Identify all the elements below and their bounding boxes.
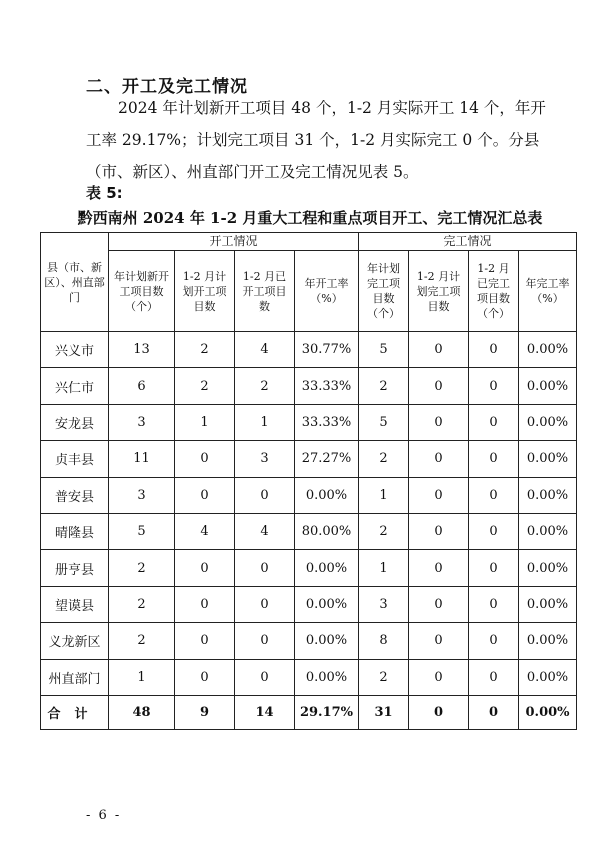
cell: 1 (359, 550, 409, 586)
cell: 0 (409, 513, 469, 549)
cell: 1 (175, 404, 235, 440)
cell: 0.00% (519, 477, 577, 513)
cell: 13 (109, 332, 175, 368)
cell: 0 (469, 550, 519, 586)
cell: 0.00% (295, 550, 359, 586)
total-cell: 9 (175, 695, 235, 729)
cell: 80.00% (295, 513, 359, 549)
cell: 2 (175, 368, 235, 404)
total-cell: 14 (235, 695, 295, 729)
total-cell: 0 (469, 695, 519, 729)
cell: 0 (175, 659, 235, 695)
cell: 0 (469, 513, 519, 549)
cell: 3 (109, 477, 175, 513)
cell: 0 (469, 368, 519, 404)
cell: 0.00% (295, 477, 359, 513)
cell: 2 (359, 513, 409, 549)
table-row (41, 404, 577, 440)
cell: 0 (469, 623, 519, 659)
cell: 0 (409, 477, 469, 513)
header-complete-rate: 年完工率（%） (519, 251, 577, 332)
cell: 2 (109, 550, 175, 586)
paragraph-line-3: （市、新区）、州直部门开工及完工情况见表 5。 (86, 163, 419, 181)
cell: 2 (175, 332, 235, 368)
body-paragraph (86, 92, 556, 188)
cell: 0.00% (519, 368, 577, 404)
cell: 0 (409, 659, 469, 695)
row-name: 州直部门 (41, 659, 109, 695)
cell: 2 (359, 659, 409, 695)
summary-table (40, 232, 577, 730)
cell: 0 (409, 586, 469, 622)
cell: 0 (469, 586, 519, 622)
cell: 0 (175, 477, 235, 513)
total-row (41, 695, 577, 729)
cell: 0 (469, 659, 519, 695)
total-cell: 48 (109, 695, 175, 729)
cell: 0 (409, 441, 469, 477)
page-number: - 6 - (86, 808, 122, 823)
table-row (41, 659, 577, 695)
cell: 0.00% (519, 623, 577, 659)
cell: 0 (469, 441, 519, 477)
row-name: 安龙县 (41, 404, 109, 440)
table-row (41, 586, 577, 622)
cell: 2 (359, 368, 409, 404)
cell: 3 (359, 586, 409, 622)
total-cell: 29.17% (295, 695, 359, 729)
cell: 5 (359, 332, 409, 368)
row-name: 兴义市 (41, 332, 109, 368)
cell: 2 (235, 368, 295, 404)
cell: 6 (109, 368, 175, 404)
cell: 3 (235, 441, 295, 477)
cell: 0.00% (519, 659, 577, 695)
cell: 0.00% (519, 332, 577, 368)
paragraph-line-1: 2024 年计划新开工项目 48 个，1-2 月实际开工 14 个，年开 (118, 99, 546, 117)
cell: 2 (359, 441, 409, 477)
cell: 0 (235, 477, 295, 513)
header-group-start: 开工情况 (109, 233, 359, 251)
table-row (41, 332, 577, 368)
header-county: 县（市、新区）、州直部门 (41, 233, 109, 332)
cell: 0 (175, 441, 235, 477)
row-name: 普安县 (41, 477, 109, 513)
cell: 27.27% (295, 441, 359, 477)
header-start-planned: 年计划新开工项目数（个） (109, 251, 175, 332)
cell: 4 (175, 513, 235, 549)
cell: 8 (359, 623, 409, 659)
cell: 0 (235, 586, 295, 622)
header-complete-planned: 年计划完工项目数（个） (359, 251, 409, 332)
cell: 0 (469, 332, 519, 368)
cell: 0 (175, 623, 235, 659)
row-name: 晴隆县 (41, 513, 109, 549)
cell: 0 (235, 623, 295, 659)
cell: 0 (469, 477, 519, 513)
cell: 1 (109, 659, 175, 695)
cell: 0 (409, 368, 469, 404)
cell: 1 (235, 404, 295, 440)
total-cell: 31 (359, 695, 409, 729)
header-complete-planned-jan-feb: 1-2 月计划完工项目数 (409, 251, 469, 332)
header-start-started-jan-feb: 1-2 月已开工项目数 (235, 251, 295, 332)
cell: 5 (359, 404, 409, 440)
row-name: 兴仁市 (41, 368, 109, 404)
table-label: 表 5: (86, 184, 123, 202)
cell: 0.00% (519, 441, 577, 477)
table-row (41, 368, 577, 404)
header-start-planned-jan-feb: 1-2 月计划开工项目数 (175, 251, 235, 332)
cell: 0.00% (295, 623, 359, 659)
cell: 1 (359, 477, 409, 513)
cell: 4 (235, 332, 295, 368)
cell: 0 (175, 586, 235, 622)
total-cell: 0 (409, 695, 469, 729)
row-name: 义龙新区 (41, 623, 109, 659)
table-row (41, 513, 577, 549)
table-row (41, 623, 577, 659)
table-row (41, 550, 577, 586)
cell: 5 (109, 513, 175, 549)
cell: 0 (235, 659, 295, 695)
cell: 2 (109, 623, 175, 659)
cell: 0 (175, 550, 235, 586)
cell: 0.00% (295, 586, 359, 622)
cell: 0 (469, 404, 519, 440)
cell: 0 (409, 550, 469, 586)
row-name: 望谟县 (41, 586, 109, 622)
cell: 0.00% (519, 513, 577, 549)
paragraph-line-2: 工率 29.17%；计划完工项目 31 个，1-2 月实际完工 0 个。分县 (86, 131, 540, 149)
section-heading: 二、开工及完工情况 (86, 77, 248, 97)
row-name: 册亨县 (41, 550, 109, 586)
cell: 2 (109, 586, 175, 622)
cell: 0 (409, 623, 469, 659)
table-title: 黔西南州 2024 年 1-2 月重大工程和重点项目开工、完工情况汇总表 (77, 209, 543, 227)
total-cell: 0.00% (519, 695, 577, 729)
cell: 33.33% (295, 404, 359, 440)
cell: 11 (109, 441, 175, 477)
cell: 3 (109, 404, 175, 440)
cell: 0 (409, 404, 469, 440)
cell: 0.00% (519, 550, 577, 586)
table-row (41, 441, 577, 477)
cell: 33.33% (295, 368, 359, 404)
header-complete-done-jan-feb: 1-2 月已完工项目数（个） (469, 251, 519, 332)
cell: 0.00% (295, 659, 359, 695)
total-label: 合计 (41, 695, 109, 729)
cell: 30.77% (295, 332, 359, 368)
header-start-rate: 年开工率（%） (295, 251, 359, 332)
table-row (41, 477, 577, 513)
cell: 0 (235, 550, 295, 586)
cell: 0.00% (519, 586, 577, 622)
row-name: 贞丰县 (41, 441, 109, 477)
cell: 0.00% (519, 404, 577, 440)
header-group-complete: 完工情况 (359, 233, 577, 251)
cell: 0 (409, 332, 469, 368)
cell: 4 (235, 513, 295, 549)
